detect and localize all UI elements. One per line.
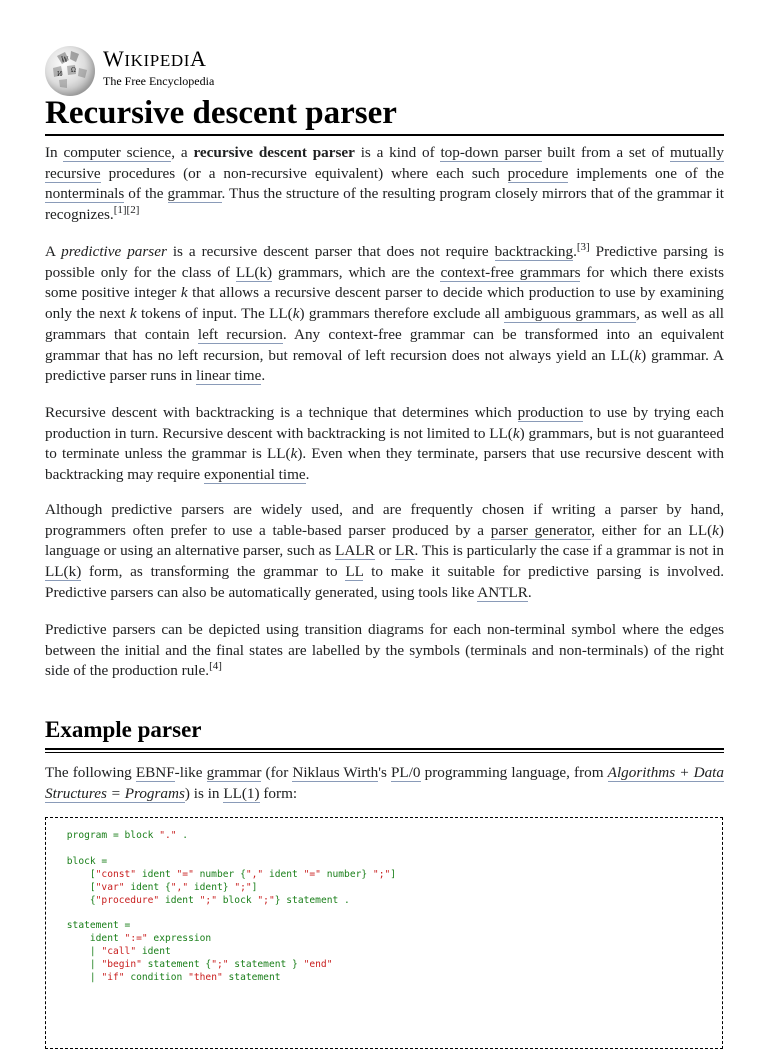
code-line: | "if" condition "then" statement [61,971,281,983]
link-production[interactable]: production [517,404,584,421]
grammar-code [46,818,722,985]
link-lalr[interactable]: LALR [335,542,375,560]
site-name: WIKIPEDIA [103,46,207,71]
code-line: {"procedure" ident ";" block ";"} statement . [61,894,350,906]
link-left-recursion[interactable]: left recursion [197,325,283,343]
bold-term: recursive descent parser [193,144,355,161]
link-mutually-recursive[interactable]: mutually recursive [45,144,724,182]
link-antlr[interactable]: ANTLR [477,583,528,601]
paragraph-example-intro: The following EBNF-like grammar (for Niklaus Wirth's PL/0 programming language, from Algorithms + Data Structures = Programs) is in LL(1) form: [45,764,724,802]
link-algorithms-book[interactable]: Algorithms + Data Structures = Programs [45,764,724,802]
link-ll-k-form[interactable]: LL(k) [45,563,82,581]
reference-link[interactable]: [4] [209,660,222,673]
code-line: program = block "." . [61,830,189,841]
code-line: | "begin" statement {";" statement } "end" [61,959,333,971]
svg-text:И: И [57,71,63,78]
page-title: Recursive descent parser [45,95,397,131]
link-parser-generator[interactable]: parser generator [490,521,592,539]
link-grammar-2[interactable]: grammar [206,764,262,781]
reference-link[interactable]: [3] [576,241,590,253]
code-line: | "call" ident [61,946,171,958]
section-heading: Example parser [45,717,202,742]
link-context-free-grammars[interactable]: context-free grammars [440,263,581,281]
link-ll1[interactable]: LL(1) [223,784,260,802]
link-computer-science[interactable]: computer science [63,144,172,161]
reference-link[interactable]: [1][2] [113,204,140,217]
wordmark [103,47,214,89]
link-procedure[interactable]: procedure [507,164,569,182]
title-divider [45,134,724,136]
link-backtracking[interactable]: backtracking [494,243,574,260]
link-top-down-parser[interactable]: top-down parser [440,144,542,161]
site-tagline: The Free Encyclopedia [103,74,215,88]
link-ambiguous-grammars[interactable]: ambiguous grammars [504,305,637,323]
svg-text:Ω: Ω [71,67,76,74]
code-line: ["const" ident "=" number {"," ident "=" number} ";"] [61,868,397,880]
link-lr[interactable]: LR [395,542,415,560]
puzzle-globe-icon [45,46,95,96]
paragraph-table-based: Although predictive parsers are widely used, and are frequently chosen if writing a parser by hand, programmers often prefer to use a table-based parser produced by a parser generator, either for an LL(k) language or using an alternative parser, such as LALR or LR. This is particularly the case if a grammar is not in LL(k) form, as transforming the grammar to LL to make it suitable for predictive parsing is involved. Predictive parsers can also be automatically generated, using tools like ANTLR. [45,501,725,601]
paragraph-backtracking: Recursive descent with backtracking is a technique that determines which production to use by trying each production in turn. Recursive descent with backtracking is not limited to LL(k) grammars, but is not guaranteed to terminate unless the grammar is LL(k). Even when they terminate, parsers that use recursive descent with backtracking may require exponential time. [45,404,724,484]
code-line: block = [61,855,108,867]
link-ll-k[interactable]: LL(k) [235,263,273,281]
code-line [61,843,722,856]
code-block [45,817,723,1049]
code-line: ["var" ident {"," ident} ";"] [61,881,258,893]
link-pl0[interactable]: PL/0 [390,764,421,781]
code-line: statement = [61,920,131,932]
link-ll[interactable]: LL [345,563,364,581]
link-niklaus-wirth[interactable]: Niklaus Wirth [292,764,379,781]
code-line: ident ":=" expression [61,933,212,945]
paragraph-transition-diagrams: Predictive parsers can be depicted using transition diagrams for each non-terminal symbol where the edges between the initial and the final states are labelled by the symbols (terminals and non-terminals) of the right side of the production rule.[4] [45,621,724,680]
code-line [61,907,722,920]
link-exponential-time[interactable]: exponential time [203,466,306,484]
link-grammar[interactable]: grammar [167,185,222,203]
link-ebnf[interactable]: EBNF [135,764,175,781]
section-divider [45,748,724,753]
link-linear-time[interactable]: linear time [195,367,262,385]
paragraph-intro: In computer science, a recursive descent parser is a kind of top-down parser built from a set of mutually recursive procedures (or a non-recursive equivalent) where each such procedure implements one of the nonterminals of the grammar. Thus the structure of the resulting program closely mirrors that of the grammar it recognizes.[1][2] [45,144,724,224]
link-nonterminals[interactable]: nonterminals [45,185,125,203]
svg-text:W: W [61,56,69,64]
paragraph-predictive: A predictive parser is a recursive descent parser that does not require backtracking.[3] Predictive parsing is possible only for the class of LL(k) grammars, which are the context-free grammars for which there exists some positive integer k that allows a recursive descent parser to decide which production to use by examining only the next k tokens of input. The LL(k) grammars therefore exclude all ambiguous grammars, as well as all grammars that contain left recursion. Any context-free grammar can be transformed into an equivalent grammar that has no left recursion, but removal of left recursion does not always yield an LL(k) grammar. A predictive parser runs in linear time. [45,241,725,385]
